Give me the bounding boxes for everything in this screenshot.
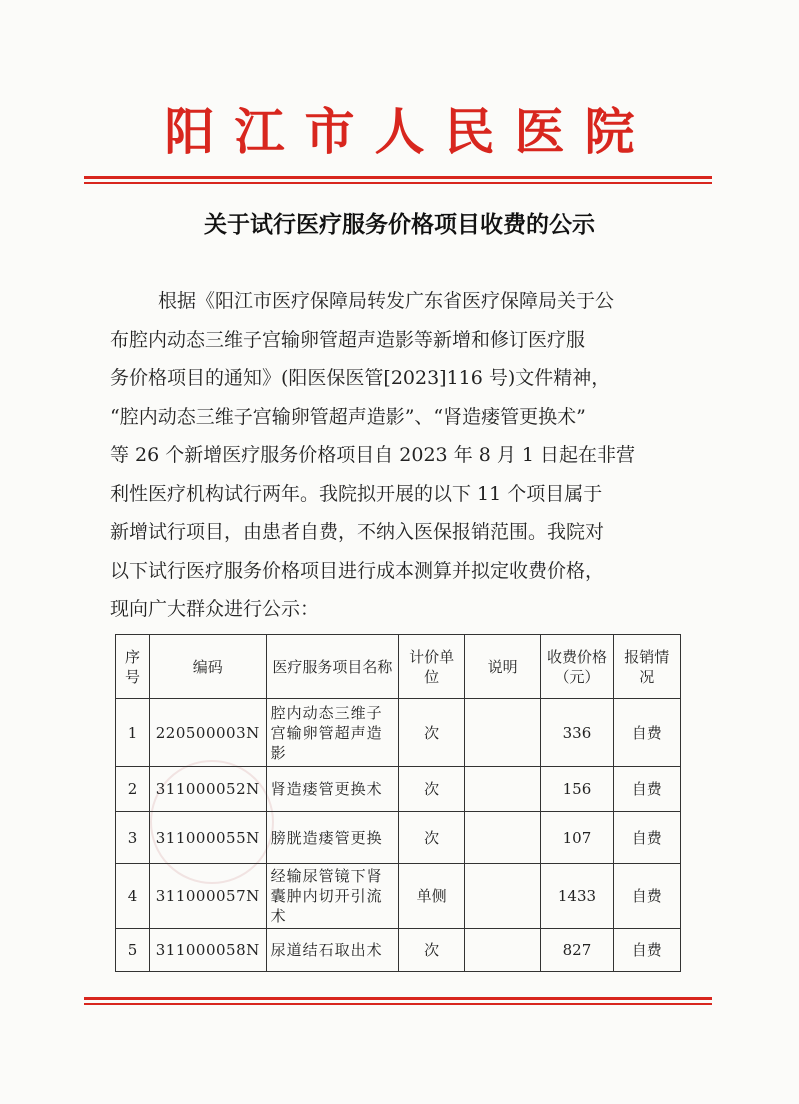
cell-unit: 次: [399, 699, 465, 767]
cell-no: 5: [116, 929, 150, 972]
header-code: 编码: [149, 635, 266, 699]
org-header: 阳江市人民医院: [164, 102, 655, 161]
price-items-table: [115, 634, 681, 972]
table-row: [116, 864, 681, 929]
cell-unit: 次: [399, 812, 465, 864]
paragraph-line: 布腔内动态三维子宫输卵管超声造影等新增和修订医疗服: [110, 328, 586, 351]
paragraph-line: 等 26 个新增医疗服务价格项目自 2023 年 8 月 1 日起在非营: [110, 444, 636, 466]
cell-name: 尿道结石取出术: [266, 929, 399, 972]
footer-divider-thin: [84, 1003, 712, 1005]
header-price: 收费价格（元）: [541, 635, 613, 699]
cell-name: 腔内动态三维子宫输卵管超声造影: [266, 699, 399, 767]
cell-reimbursement: 自费: [613, 864, 681, 929]
header-no: 序号: [116, 635, 150, 699]
header-divider-thick: [84, 176, 712, 179]
cell-reimbursement: 自费: [613, 767, 681, 812]
paragraph-line: 以下试行医疗服务价格项目进行成本测算并拟定收费价格，: [110, 559, 605, 582]
cell-code: 311000055N: [149, 812, 266, 864]
table-row: [116, 699, 681, 767]
cell-note: [464, 929, 541, 972]
notice-paragraph: [110, 282, 690, 629]
header-note: 说明: [464, 635, 541, 699]
header-divider-thin: [84, 182, 712, 184]
cell-price: 827: [541, 929, 613, 972]
paragraph-line: “腔内动态三维子宫输卵管超声造影”、“肾造瘘管更换术”: [110, 405, 586, 428]
cell-price: 1433: [541, 864, 613, 929]
cell-note: [464, 812, 541, 864]
header-unit: 计价单位: [399, 635, 465, 699]
cell-code: 311000052N: [149, 767, 266, 812]
header-reimbursement: 报销情况: [613, 635, 681, 699]
cell-no: 1: [116, 699, 150, 767]
cell-name: 膀胱造瘘管更换: [266, 812, 399, 864]
cell-name: 经输尿管镜下肾囊肿内切开引流术: [266, 864, 399, 929]
paragraph-line: 新增试行项目，由患者自费，不纳入医保报销范围。我院对: [110, 521, 605, 543]
cell-unit: 次: [399, 929, 465, 972]
cell-code: 220500003N: [149, 699, 266, 767]
cell-note: [464, 767, 541, 812]
paragraph-line: 务价格项目的通知》(阳医保医管[2023]116 号)文件精神，: [110, 367, 611, 389]
cell-reimbursement: 自费: [613, 812, 681, 864]
cell-name: 肾造瘘管更换术: [266, 767, 399, 812]
paragraph-line: 根据《阳江市医疗保障局转发广东省医疗保障局关于公: [158, 290, 615, 312]
document-title: 关于试行医疗服务价格项目收费的公示: [204, 212, 595, 238]
table-row: [116, 767, 681, 812]
cell-reimbursement: 自费: [613, 699, 681, 767]
paragraph-line: 现向广大群众进行公示：: [110, 598, 320, 620]
cell-reimbursement: 自费: [613, 929, 681, 972]
cell-price: 107: [541, 812, 613, 864]
table-header-row: [116, 635, 681, 699]
footer-divider-thick: [84, 997, 712, 1000]
header-name: 医疗服务项目名称: [266, 635, 399, 699]
cell-no: 4: [116, 864, 150, 929]
table-row: [116, 812, 681, 864]
cell-unit: 次: [399, 767, 465, 812]
cell-no: 2: [116, 767, 150, 812]
cell-code: 311000057N: [149, 864, 266, 929]
cell-code: 311000058N: [149, 929, 266, 972]
cell-unit: 单侧: [399, 864, 465, 929]
cell-price: 156: [541, 767, 613, 812]
table-row: [116, 929, 681, 972]
cell-note: [464, 864, 541, 929]
cell-note: [464, 699, 541, 767]
cell-no: 3: [116, 812, 150, 864]
paragraph-line: 利性医疗机构试行两年。我院拟开展的以下 11 个项目属于: [110, 482, 603, 505]
cell-price: 336: [541, 699, 613, 767]
